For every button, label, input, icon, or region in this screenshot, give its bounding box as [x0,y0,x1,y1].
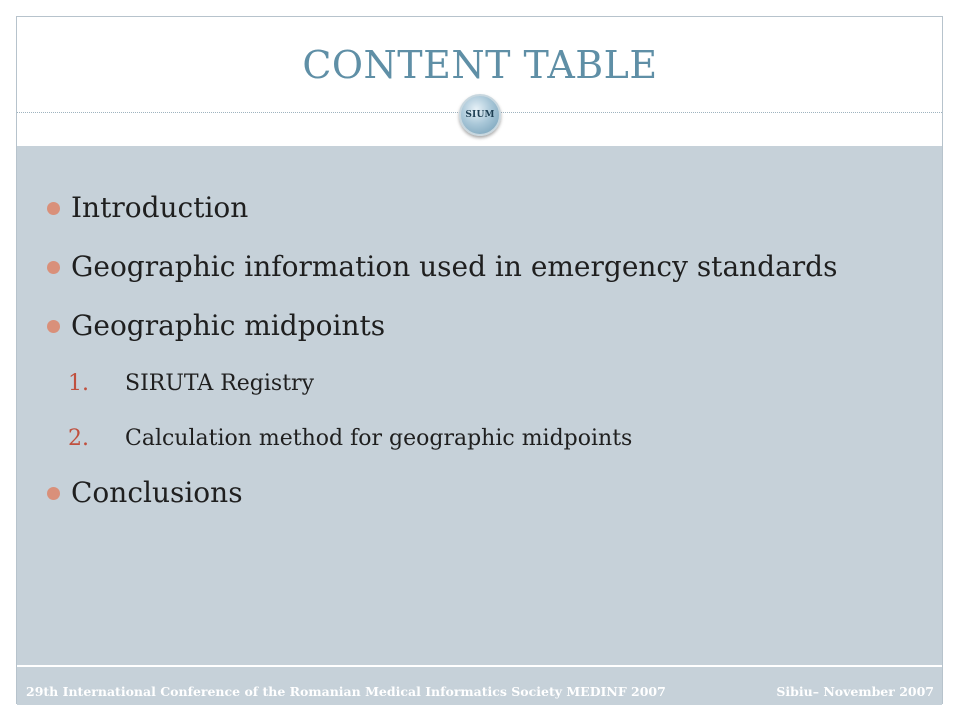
sium-logo-badge [459,94,501,136]
bullet-marker [47,202,60,215]
sub-item-siruta-registry: SIRUTA Registry [125,371,314,396]
footer-conference: 29th International Conference of the Romanian Medical Informatics Society MEDINF 2007 [26,684,666,699]
slide-title: CONTENT TABLE [302,43,658,87]
bullet-marker [47,320,60,333]
bullet-marker [47,261,60,274]
sub-item-number: 2. [68,426,89,451]
list-item-geographic-midpoints: Geographic midpoints [71,309,386,342]
list-item-introduction: Introduction [71,191,249,224]
list-item-conclusions: Conclusions [71,476,243,509]
sium-logo-text: SIUM [465,110,495,120]
content-panel [17,146,942,665]
list-item-geographic-information: Geographic information used in emergency standards [71,250,838,283]
sub-item-number: 1. [68,371,89,396]
footer-bar [17,665,942,705]
bullet-marker [47,487,60,500]
sub-item-calculation-method: Calculation method for geographic midpoints [125,426,633,451]
footer-location-date: Sibiu– November 2007 [776,684,934,699]
